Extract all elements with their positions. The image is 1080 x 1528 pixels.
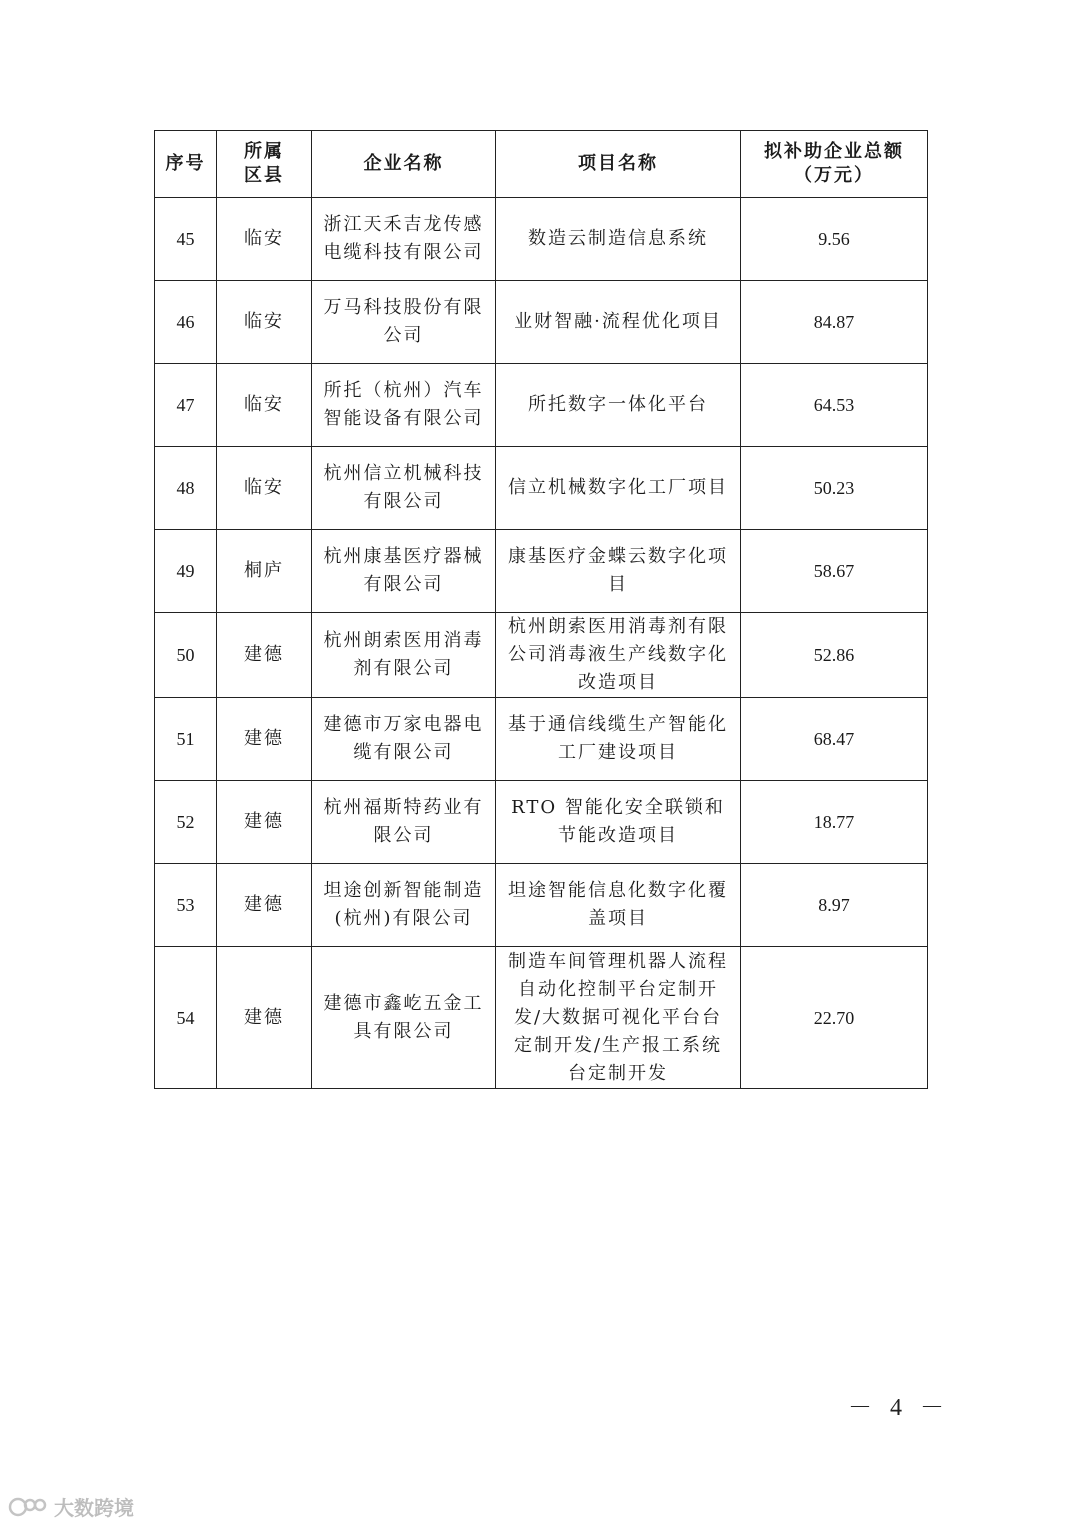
cell-company: 万马科技股份有限公司 bbox=[312, 281, 496, 364]
cell-company: 杭州信立机械科技有限公司 bbox=[312, 447, 496, 530]
cell-project: 数造云制造信息系统 bbox=[496, 198, 741, 281]
cell-district: 建德 bbox=[217, 781, 312, 864]
cell-project: 制造车间管理机器人流程自动化控制平台定制开发/大数据可视化平台台定制开发/生产报工系统台定制开发 bbox=[496, 947, 741, 1089]
cell-project: RTO 智能化安全联锁和节能改造项目 bbox=[496, 781, 741, 864]
header-district: 所属 区县 bbox=[217, 131, 312, 198]
cell-district: 临安 bbox=[217, 198, 312, 281]
table-row bbox=[155, 530, 928, 613]
cell-amount: 18.77 bbox=[741, 781, 928, 864]
cell-amount: 8.97 bbox=[741, 864, 928, 947]
cell-district: 建德 bbox=[217, 947, 312, 1089]
page-number: － 4 － bbox=[848, 1395, 950, 1421]
cell-amount: 64.53 bbox=[741, 364, 928, 447]
cell-no: 48 bbox=[155, 447, 217, 530]
cell-project: 杭州朗索医用消毒剂有限公司消毒液生产线数字化改造项目 bbox=[496, 613, 741, 698]
header-company: 企业名称 bbox=[312, 131, 496, 198]
cell-project: 所托数字一体化平台 bbox=[496, 364, 741, 447]
cell-no: 47 bbox=[155, 364, 217, 447]
table-row bbox=[155, 613, 928, 698]
cell-no: 52 bbox=[155, 781, 217, 864]
watermark bbox=[8, 1492, 134, 1521]
brand-logo-icon bbox=[8, 1494, 48, 1520]
cell-company: 坦途创新智能制造(杭州)有限公司 bbox=[312, 864, 496, 947]
cell-project: 信立机械数字化工厂项目 bbox=[496, 447, 741, 530]
cell-district: 桐庐 bbox=[217, 530, 312, 613]
header-no: 序号 bbox=[155, 131, 217, 198]
table-row bbox=[155, 364, 928, 447]
cell-project: 康基医疗金蝶云数字化项目 bbox=[496, 530, 741, 613]
cell-amount: 9.56 bbox=[741, 198, 928, 281]
cell-district: 建德 bbox=[217, 698, 312, 781]
cell-district: 临安 bbox=[217, 447, 312, 530]
cell-amount: 22.70 bbox=[741, 947, 928, 1089]
table-body bbox=[155, 198, 928, 1089]
cell-no: 45 bbox=[155, 198, 217, 281]
table-row bbox=[155, 781, 928, 864]
cell-no: 53 bbox=[155, 864, 217, 947]
cell-company: 杭州福斯特药业有限公司 bbox=[312, 781, 496, 864]
cell-no: 51 bbox=[155, 698, 217, 781]
cell-project: 坦途智能信息化数字化覆盖项目 bbox=[496, 864, 741, 947]
cell-amount: 84.87 bbox=[741, 281, 928, 364]
table-row bbox=[155, 698, 928, 781]
cell-amount: 52.86 bbox=[741, 613, 928, 698]
cell-no: 49 bbox=[155, 530, 217, 613]
cell-no: 50 bbox=[155, 613, 217, 698]
table-row bbox=[155, 198, 928, 281]
cell-district: 建德 bbox=[217, 613, 312, 698]
cell-project: 基于通信线缆生产智能化工厂建设项目 bbox=[496, 698, 741, 781]
table-row bbox=[155, 947, 928, 1089]
cell-district: 临安 bbox=[217, 281, 312, 364]
header-amount: 拟补助企业总额 （万元） bbox=[741, 131, 928, 198]
cell-company: 建德市万家电器电缆有限公司 bbox=[312, 698, 496, 781]
watermark-text: 大数跨境 bbox=[54, 1496, 134, 1520]
cell-no: 46 bbox=[155, 281, 217, 364]
cell-company: 杭州康基医疗器械有限公司 bbox=[312, 530, 496, 613]
cell-district: 建德 bbox=[217, 864, 312, 947]
cell-amount: 50.23 bbox=[741, 447, 928, 530]
cell-project: 业财智融·流程优化项目 bbox=[496, 281, 741, 364]
table-row bbox=[155, 864, 928, 947]
cell-district: 临安 bbox=[217, 364, 312, 447]
table-row bbox=[155, 281, 928, 364]
cell-company: 建德市鑫屹五金工具有限公司 bbox=[312, 947, 496, 1089]
cell-amount: 68.47 bbox=[741, 698, 928, 781]
subsidy-table bbox=[154, 130, 928, 1089]
table-header bbox=[155, 131, 928, 198]
cell-company: 所托（杭州）汽车智能设备有限公司 bbox=[312, 364, 496, 447]
cell-no: 54 bbox=[155, 947, 217, 1089]
cell-company: 杭州朗索医用消毒剂有限公司 bbox=[312, 613, 496, 698]
cell-amount: 58.67 bbox=[741, 530, 928, 613]
header-project: 项目名称 bbox=[496, 131, 741, 198]
table-row bbox=[155, 447, 928, 530]
cell-company: 浙江天禾吉龙传感电缆科技有限公司 bbox=[312, 198, 496, 281]
